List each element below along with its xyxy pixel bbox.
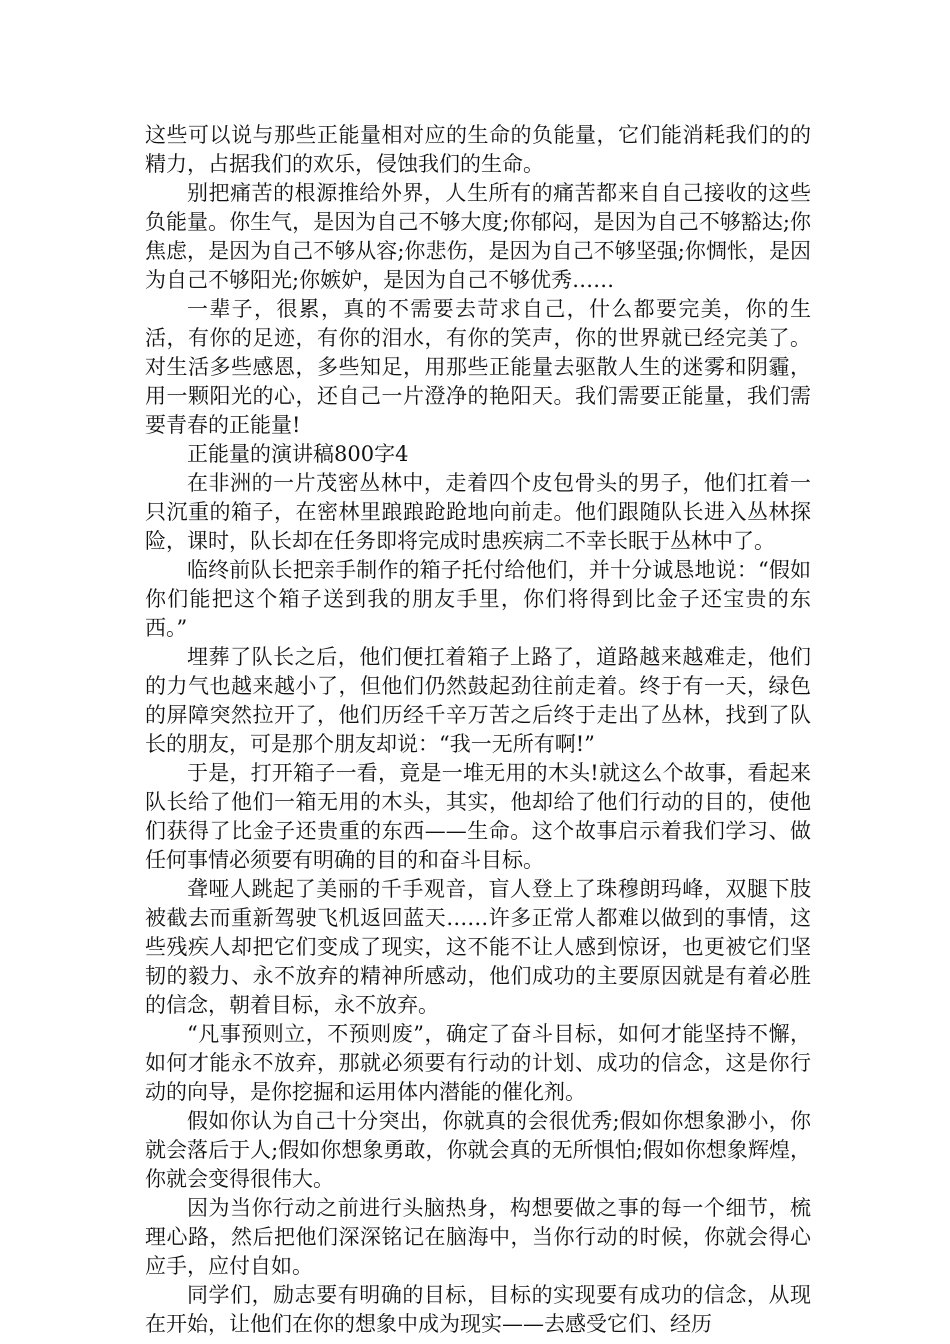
paragraph: 别把痛苦的根源推给外界，人生所有的痛苦都来自自己接收的这些负能量。你生气，是因为自己不够大度;你郁闷，是因为自己不够豁达;你焦虑，是因为自己不够从容;你悲伤，是因为自己不够坚强;你惆怅，是因为自己不够阳光;你嫉妒，是因为自己不够优秀…… [145, 181, 811, 292]
paragraph: 在非洲的一片茂密丛林中，走着四个皮包骨头的男子，他们扛着一只沉重的箱子，在密林里踉踉跄跄地向前走。他们跟随队长进入丛林探险，课时，队长却在任务即将完成时患疾病二不幸长眠于丛林中了。 [145, 471, 811, 553]
section-heading: 正能量的演讲稿800字4 [187, 442, 409, 466]
paragraph: 这些可以说与那些正能量相对应的生命的负能量，它们能消耗我们的的精力，占据我们的欢乐，侵蚀我们的生命。 [145, 123, 811, 176]
document-body [145, 121, 811, 1339]
paragraph: “凡事预则立，不预则废”，确定了奋斗目标，如何才能坚持不懈，如何才能永不放弃，那就必须要有行动的计划、成功的信念，这是你行动的向导，是你挖掘和运用体内潜能的催化剂。 [145, 1022, 811, 1104]
paragraph: 于是，打开箱子一看，竟是一堆无用的木头!就这么个故事，看起来队长给了他们一箱无用的木头，其实，他却给了他们行动的目的，使他们获得了比金子还贵重的东西——生命。这个故事启示着我们学习、做任何事情必须要有明确的目的和奋斗目标。 [145, 761, 811, 872]
paragraph: 假如你认为自己十分突出，你就真的会很优秀;假如你想象渺小，你就会落后于人;假如你想象勇敢，你就会真的无所惧怕;假如你想象辉煌，你就会变得很伟大。 [145, 1109, 811, 1191]
paragraph: 临终前队长把亲手制作的箱子托付给他们，并十分诚恳地说：“假如你们能把这个箱子送到我的朋友手里，你们将得到比金子还宝贵的东西。” [145, 558, 811, 640]
paragraph: 聋哑人跳起了美丽的千手观音，盲人登上了珠穆朗玛峰，双腿下肢被截去而重新驾驶飞机返回蓝天……许多正常人都难以做到的事情，这些残疾人却把它们变成了现实，这不能不让人感到惊讶，也更被它们坚韧的毅力、永不放弃的精神所感动，他们成功的主要原因就是有着必胜的信念，朝着目标，永不放弃。 [145, 877, 811, 1017]
paragraph: 因为当你行动之前进行头脑热身，构想要做之事的每一个细节，梳理心路，然后把他们深深铭记在脑海中，当你行动的时候，你就会得心应手，应付自如。 [145, 1196, 811, 1278]
paragraph: 埋葬了队长之后，他们便扛着箱子上路了，道路越来越难走，他们的力气也越来越小了，但他们仍然鼓起劲往前走着。终于有一天，绿色的屏障突然拉开了，他们历经千辛万苦之后终于走出了丛林，找到了队长的朋友，可是那个朋友却说：“我一无所有啊!” [145, 645, 811, 756]
paragraph: 一辈子，很累，真的不需要去苛求自己，什么都要完美，你的生活，有你的足迹，有你的泪水，有你的笑声，你的世界就已经完美了。对生活多些感恩，多些知足，用那些正能量去驱散人生的迷雾和阴霾，用一颗阳光的心，还自己一片澄净的艳阳天。我们需要正能量，我们需要青春的正能量! [145, 297, 811, 437]
paragraph: 同学们，励志要有明确的目标，目标的实现要有成功的信念，从现在开始，让他们在你的想象中成为现实——去感受它们、经历 [145, 1283, 811, 1336]
